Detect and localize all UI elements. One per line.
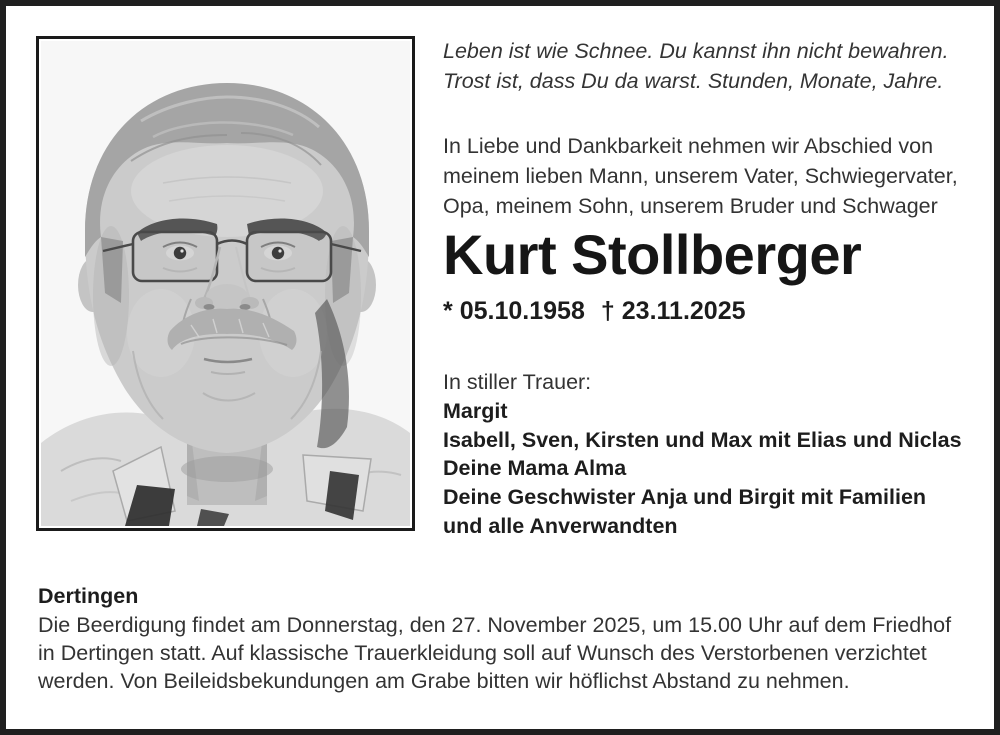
death-date-group: [601, 298, 746, 324]
deceased-name: Kurt Stollberger: [443, 223, 862, 286]
mourner-line: Deine Mama Alma: [443, 456, 627, 481]
funeral-info: [38, 582, 973, 695]
funeral-place: Dertingen: [38, 584, 139, 608]
funeral-text: [38, 611, 973, 695]
mourner-line: Isabell, Sven, Kirsten und Max mit Elias und Niclas: [443, 427, 962, 452]
intro-line: In Liebe und Dankbarkeit nehmen wir Abschied von: [443, 134, 934, 158]
mourner-line: Margit: [443, 399, 508, 423]
notice-text-column: [443, 6, 978, 541]
mourners-list: [443, 397, 978, 541]
death-symbol: †: [600, 297, 615, 325]
quote-line: Leben ist wie Schnee. Du kannst ihn nicht bewahren.: [443, 39, 949, 63]
funeral-line: in Dertingen statt. Auf klassische Trauerkleidung soll auf Wunsch des Verstorbenen verzichtet: [38, 641, 927, 665]
mourner-line: Deine Geschwister Anja und Birgit mit Familien: [443, 485, 927, 510]
birth-date-group: [443, 298, 585, 324]
funeral-line: Die Beerdigung findet am Donnerstag, den 27. November 2025, um 15.00 Uhr auf dem Friedhof: [38, 613, 952, 637]
mourning-heading: In stiller Trauer:: [443, 370, 592, 394]
portrait-photo: [41, 41, 410, 526]
intro-line: Opa, meinem Sohn, unserem Bruder und Schwager: [443, 194, 938, 218]
birth-symbol: *: [443, 297, 453, 325]
life-dates: [443, 298, 978, 324]
death-date: 23.11.2025: [621, 297, 746, 325]
mourner-line: und alle Anverwandten: [443, 513, 678, 538]
farewell-intro: [443, 131, 978, 221]
birth-date: 05.10.1958: [459, 297, 585, 325]
intro-line: meinem lieben Mann, unserem Vater, Schwiegervater,: [443, 164, 958, 188]
portrait-photo-frame: [36, 36, 415, 531]
quote-line: Trost ist, dass Du da warst. Stunden, Monate, Jahre.: [443, 69, 944, 93]
epigraph-quote: [443, 36, 978, 96]
funeral-line: werden. Von Beileidsbekundungen am Grabe bitten wir höflichst Abstand zu nehmen.: [38, 669, 850, 693]
